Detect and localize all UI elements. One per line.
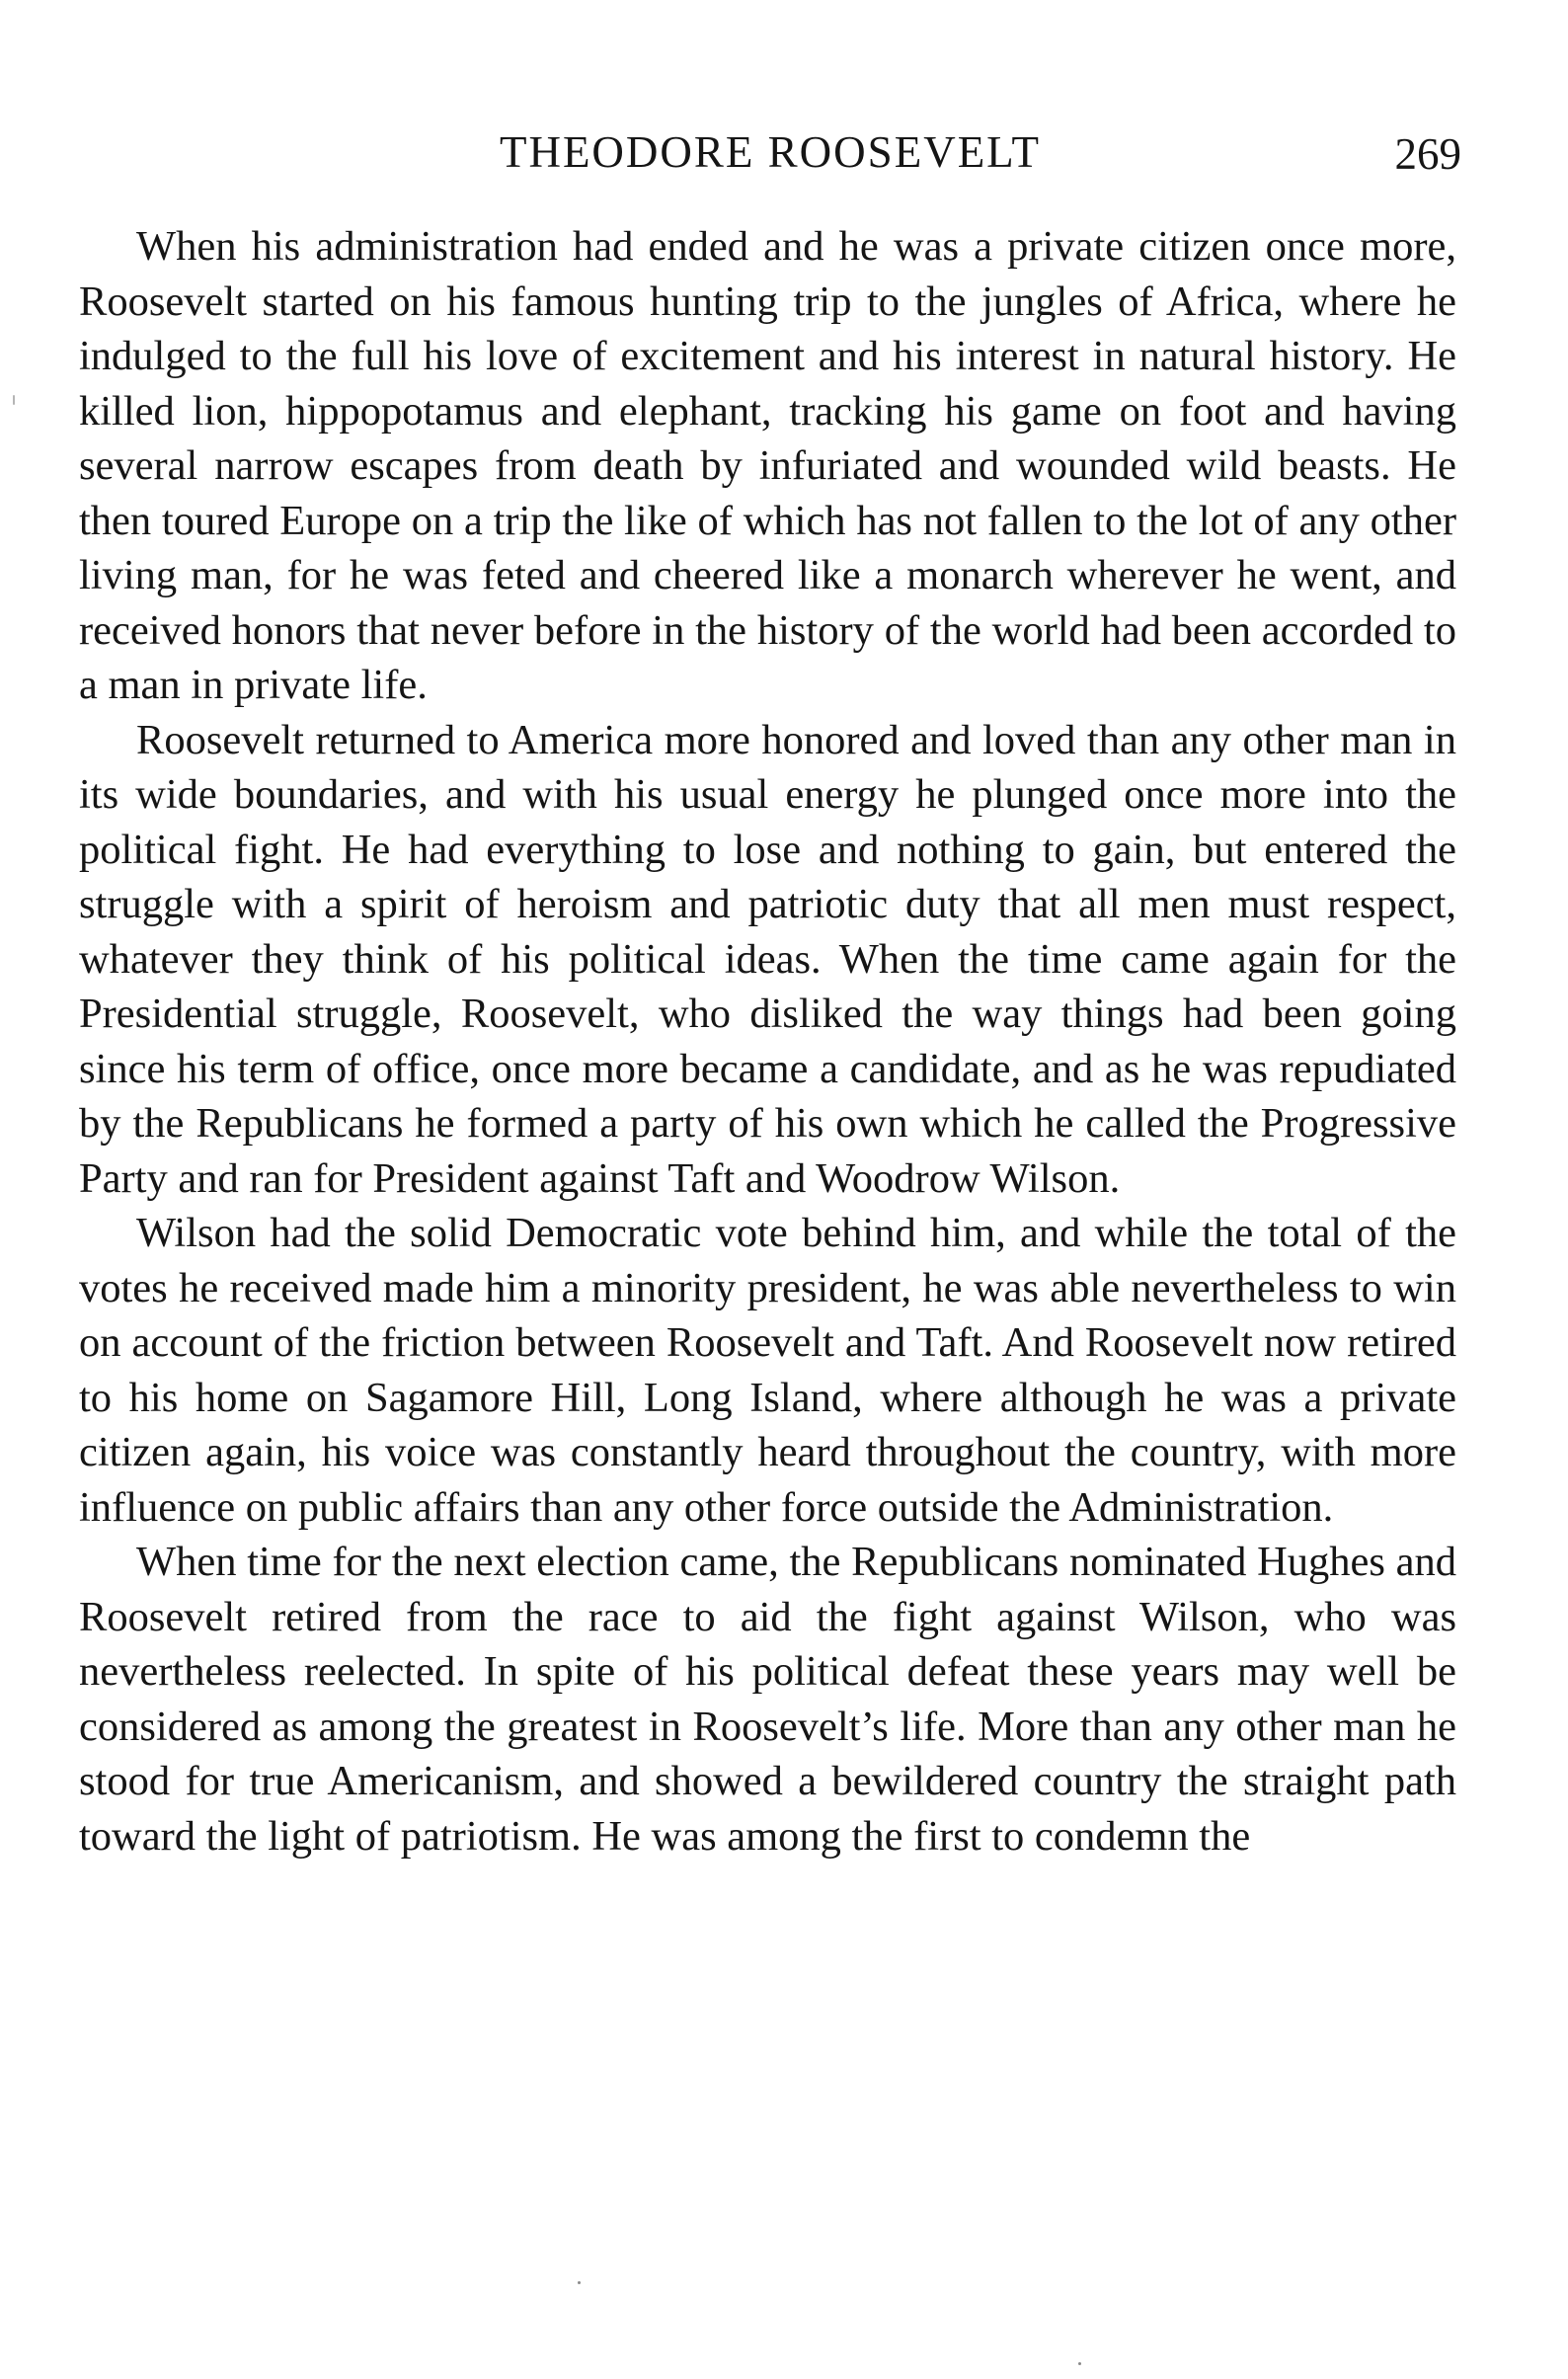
- paragraph-africa-europe: When his administration had ended and he was a private citizen once more, Roosevelt started on his famous hunting trip to the jungles of Africa, where he indulged to the full his love of excitement and his interest in natural history. He killed lion, hippopotamus and elephant, tracking his game on foot and having several narrow escapes from death by infuriated and wounded wild beasts. He then toured Europe on a trip the like of which has not fallen to the lot of any other living man, for he was feted and cheered like a monarch wherever he went, and received honors that never before in the history of the world had been accorded to a man in private life.: [79, 223, 1456, 708]
- paragraph-progressive-party: Roosevelt returned to America more honored and loved than any other man in its wide boundaries, and with his usual energy he plunged once more into the political fight. He had everything to lose and nothing to gain, but entered the struggle with a spirit of heroism and patriotic duty that all men must respect, whatever they think of his political ideas. When the time came again for the Presidential struggle, Roosevelt, who disliked the way things had been going since his term of office, once more became a candidate, and as he was repudiated by the Republicans he formed a party of his own which he called the Progressive Party and ran for President against Taft and Woodrow Wilson.: [79, 716, 1456, 1202]
- paper-speck: [13, 395, 15, 405]
- page-header: [79, 126, 1461, 196]
- body-text: [79, 219, 1456, 1864]
- page-number: 269: [1394, 129, 1461, 179]
- paragraph-hughes-election: When time for the next election came, the Republicans nominated Hughes and Roosevelt retired from the race to aid the fight against Wilson, who was nevertheless reelected. In spite of his political defeat these years may well be considered as among the greatest in Roosevelt’s life. More than any other man he stood for true Americanism, and showed a bewildered country the straight path toward the light of patriotism. He was among the first to condemn the: [79, 1539, 1456, 1860]
- paper-speck: [578, 2281, 581, 2284]
- running-title: THEODORE ROOSEVELT: [499, 127, 1042, 177]
- paragraph-wilson-election: Wilson had the solid Democratic vote behind him, and while the total of the votes he received made him a minority president, he was able nevertheless to win on account of the friction between Roosevelt and Taft. And Roosevelt now retired to his home on Sagamore Hill, Long Island, where although he was a private citizen again, his voice was constantly heard throughout the country, with more influence on public affairs than any other force outside the Administration.: [79, 1210, 1456, 1531]
- paper-speck: [1078, 2362, 1081, 2365]
